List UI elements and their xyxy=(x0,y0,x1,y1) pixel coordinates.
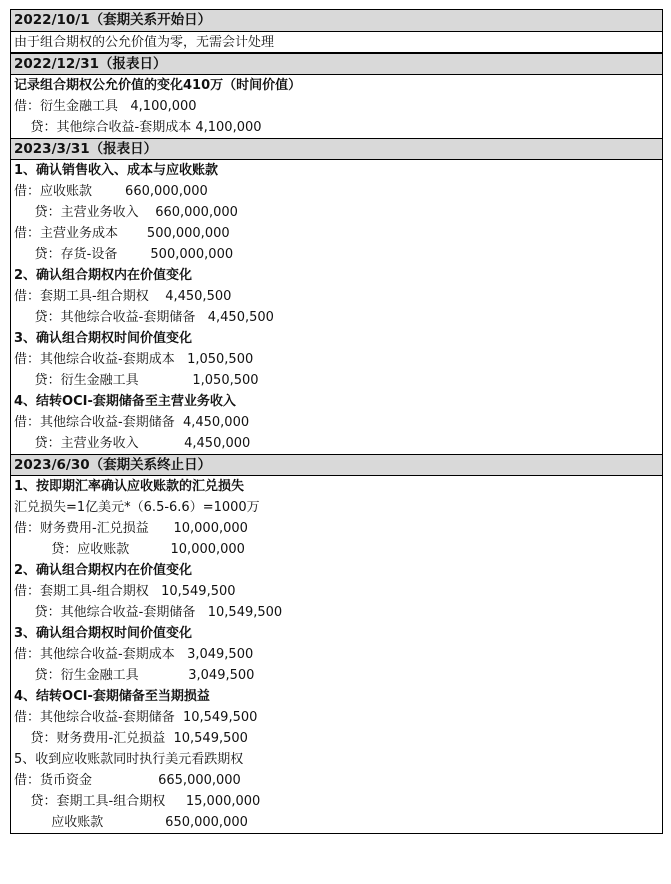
section-header-date: 2022/12/31（报表日） xyxy=(11,53,662,75)
entry-line: 贷：其他综合收益-套期储备 4,450,500 xyxy=(14,309,274,325)
step-heading: 1、按即期汇率确认应收账款的汇兑损失 xyxy=(14,478,245,494)
section-header-date: 2022/10/1（套期关系开始日） xyxy=(11,9,662,32)
entry-line: 贷：主营业务收入 660,000,000 xyxy=(14,204,238,220)
entry-line: 贷：衍生金融工具 1,050,500 xyxy=(14,372,259,388)
entry-line: 贷：主营业务收入 4,450,000 xyxy=(14,435,251,451)
entry-line: 应收账款 650,000,000 xyxy=(14,814,248,830)
entry-line: 贷：套期工具-组合期权 15,000,000 xyxy=(14,793,261,809)
entry-line: 借：套期工具-组合期权 4,450,500 xyxy=(14,288,232,304)
entry-line: 借：其他综合收益-套期储备 10,549,500 xyxy=(14,709,258,725)
entry-line: 借：财务费用-汇兑损益 10,000,000 xyxy=(14,520,248,536)
entry-line: 贷：应收账款 10,000,000 xyxy=(14,541,245,557)
step-heading: 记录组合期权公允价值的变化410万（时间价值） xyxy=(14,77,302,93)
step-heading: 4、结转OCI-套期储备至主营业务收入 xyxy=(14,393,236,409)
entry-line: 贷：衍生金融工具 3,049,500 xyxy=(14,667,255,683)
entry-line: 贷：财务费用-汇兑损益 10,549,500 xyxy=(14,730,248,746)
section-header-date: 2023/3/31（报表日） xyxy=(11,138,662,160)
step-heading: 2、确认组合期权内在价值变化 xyxy=(14,562,193,578)
step-heading: 3、确认组合期权时间价值变化 xyxy=(14,330,193,346)
step-heading: 2、确认组合期权内在价值变化 xyxy=(14,267,193,283)
entry-line: 借：应收账款 660,000,000 xyxy=(14,183,208,199)
entry-line: 借：其他综合收益-套期储备 4,450,000 xyxy=(14,414,250,430)
entry-line: 借：其他综合收益-套期成本 1,050,500 xyxy=(14,351,254,367)
section-header-date: 2023/6/30（套期关系终止日） xyxy=(11,454,662,476)
step-heading: 1、确认销售收入、成本与应收账款 xyxy=(14,162,219,178)
journal-entries-table xyxy=(10,9,663,834)
entry-line: 5、收到应收账款同时执行美元看跌期权 xyxy=(14,751,244,767)
entry-line: 汇兑损失=1亿美元*（6.5-6.6）=1000万 xyxy=(14,499,260,515)
entry-line: 借：主营业务成本 500,000,000 xyxy=(14,225,230,241)
entry-line: 借：货币资金 665,000,000 xyxy=(14,772,241,788)
step-heading: 3、确认组合期权时间价值变化 xyxy=(14,625,193,641)
entry-line: 贷：其他综合收益-套期储备 10,549,500 xyxy=(14,604,283,620)
entry-line: 借：其他综合收益-套期成本 3,049,500 xyxy=(14,646,254,662)
entry-line: 贷：存货-设备 500,000,000 xyxy=(14,246,234,262)
note-line: 由于组合期权的公允价值为零，无需会计处理 xyxy=(11,32,662,53)
entry-line: 贷：其他综合收益-套期成本 4,100,000 xyxy=(14,119,262,135)
entry-line: 借：套期工具-组合期权 10,549,500 xyxy=(14,583,236,599)
step-heading: 4、结转OCI-套期储备至当期损益 xyxy=(14,688,210,704)
entry-line: 借：衍生金融工具 4,100,000 xyxy=(14,98,197,114)
